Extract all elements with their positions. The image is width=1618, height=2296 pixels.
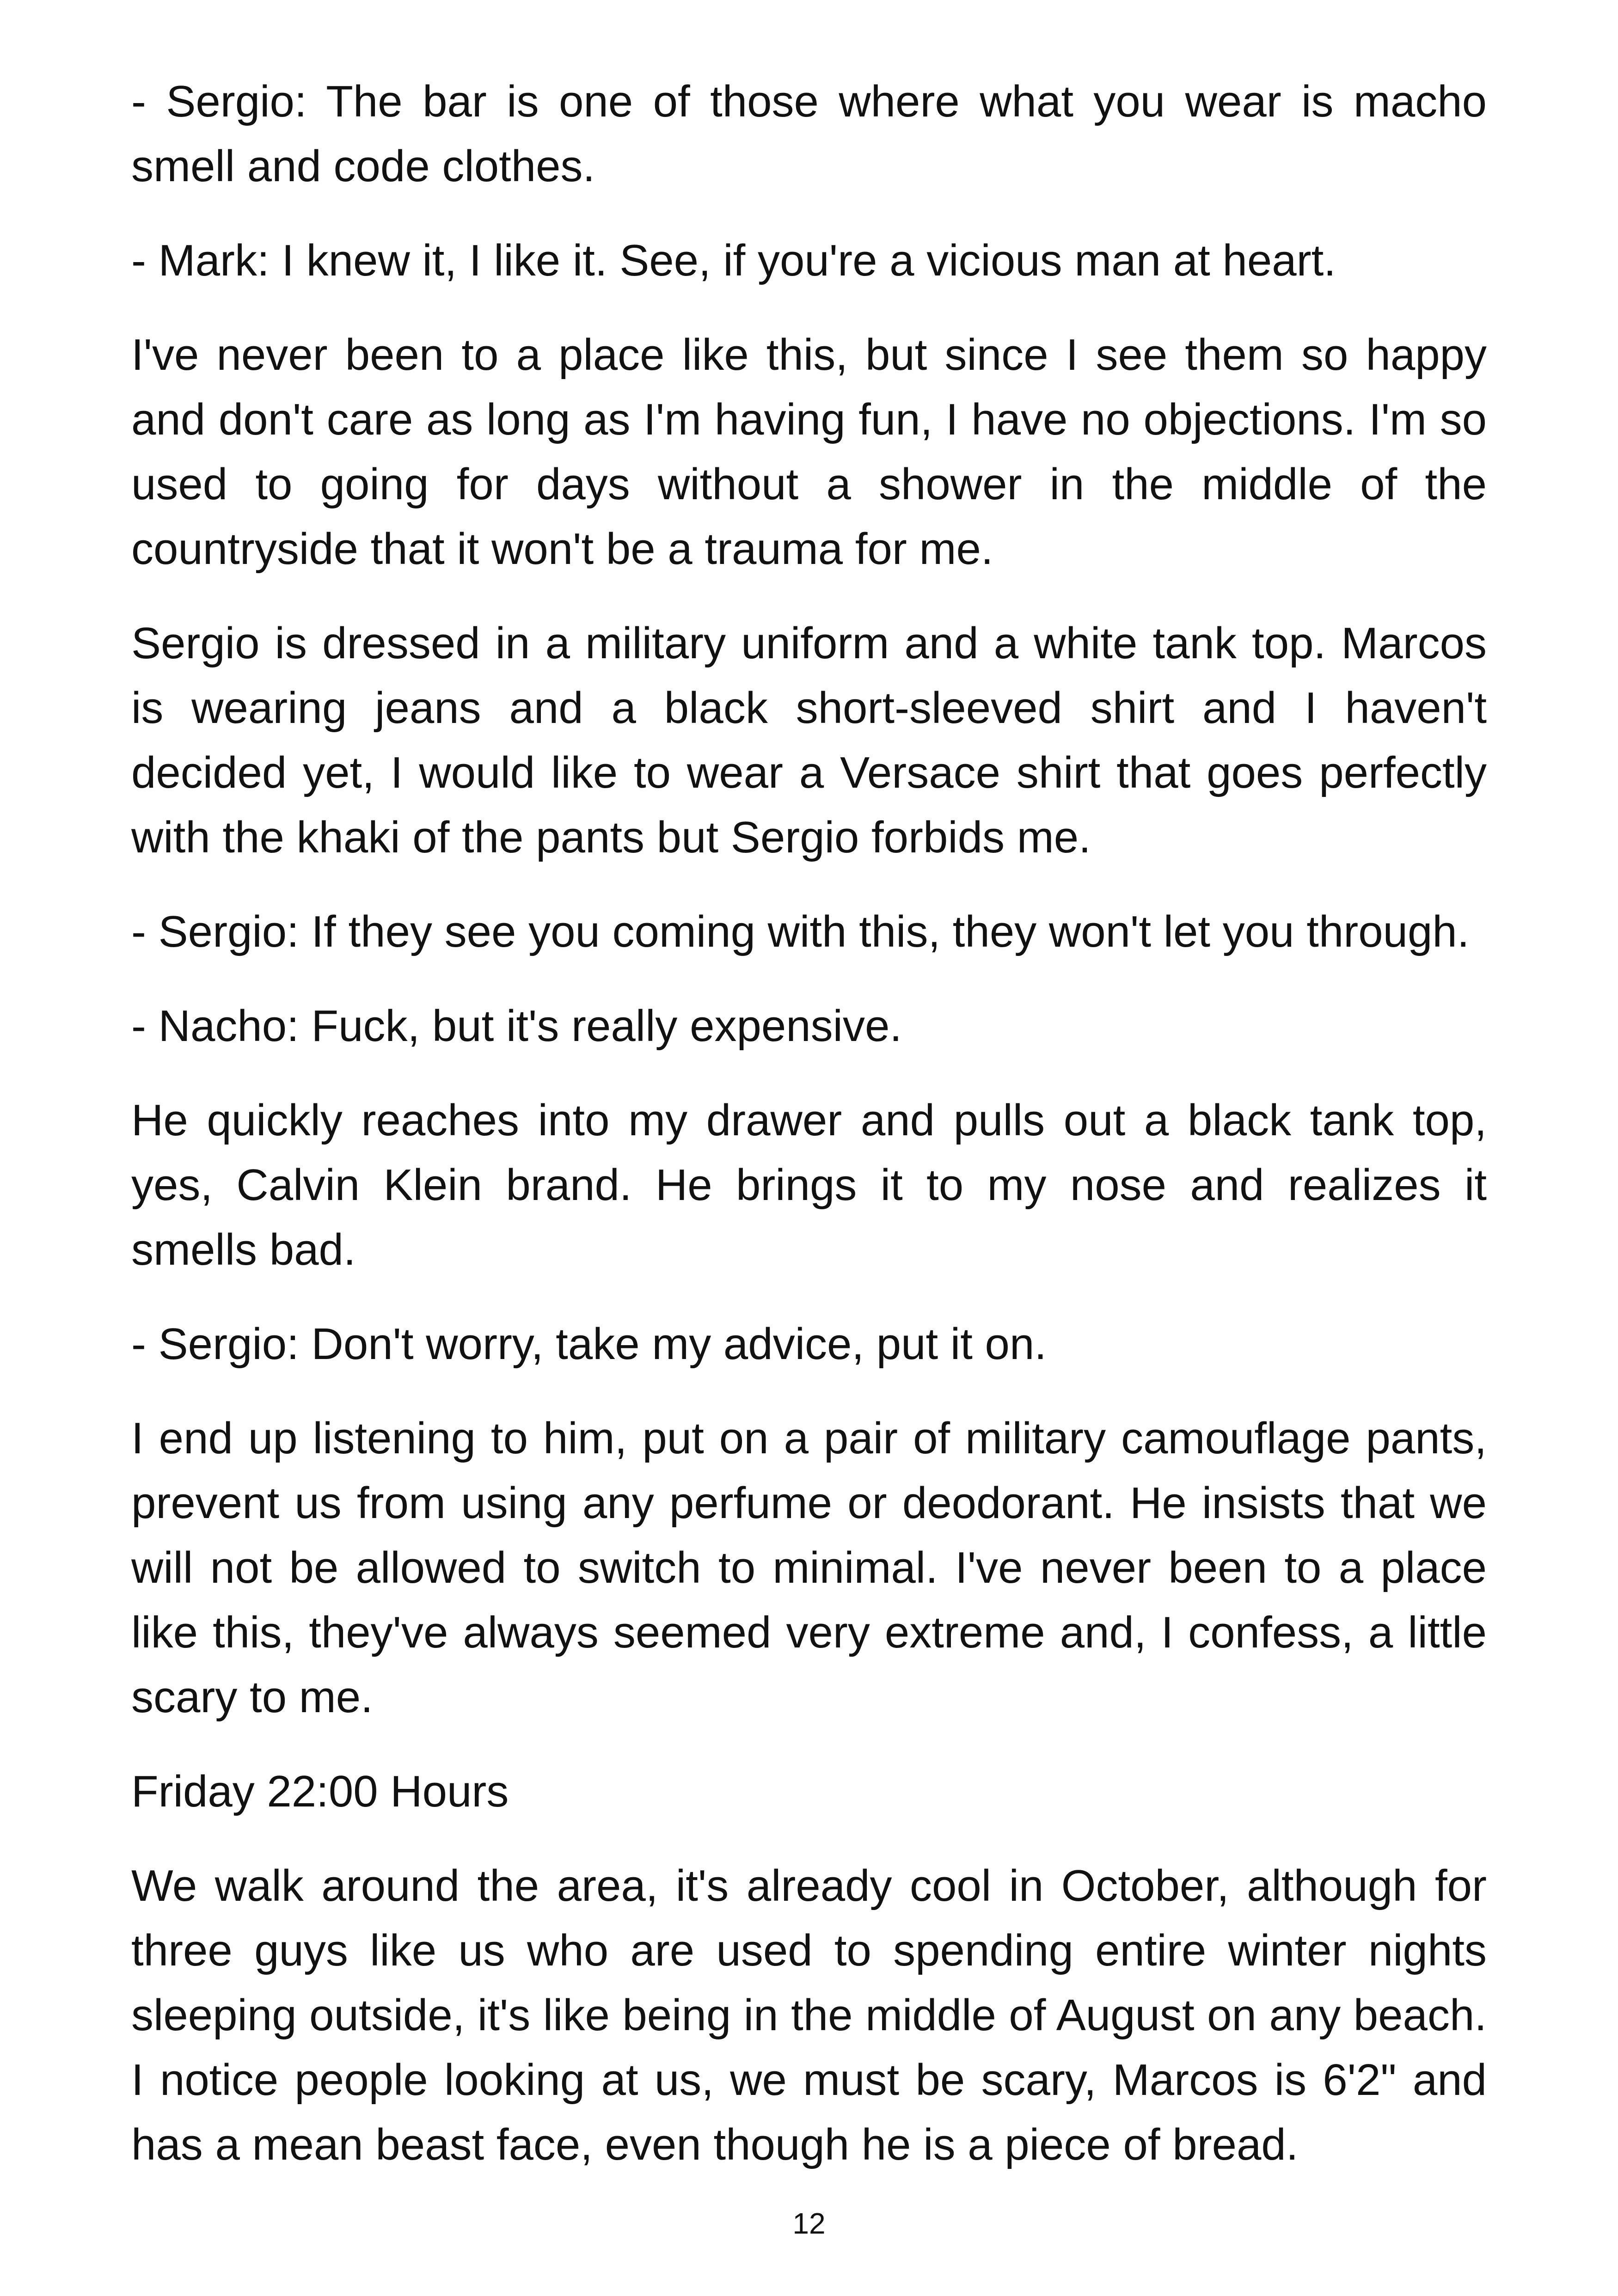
paragraph-camouflage-pants: I end up listening to him, put on a pair of military camouflage pants, prevent us from using any perfume or deodorant. He insists that we will not be allowed to switch to minimal. I've never been to a place like this, they've always seemed very extreme and, I confess, a little scary to me.: [131, 1414, 1487, 1722]
paragraph-walk-around: We walk around the area, it's already cool in October, although for three guys like us who are used to spending entire winter nights sleeping outside, it's like being in the middle of August on any beach. I notice people looking at us, we must be scary, Marcos is 6'2" and has a mean beast face, even though he is a piece of bread.: [131, 1861, 1487, 2169]
page-number: 12: [792, 2207, 826, 2240]
section-time-heading: Friday 22:00 Hours: [131, 1767, 509, 1816]
paragraph-sergio-warning: - Sergio: If they see you coming with this, they won't let you through.: [131, 907, 1470, 956]
paragraph-outfits: Sergio is dressed in a military uniform and a white tank top. Marcos is wearing jeans and a black short-sleeved shirt and I haven't decided yet, I would like to wear a Versace shirt that goes perfectly with the khaki of the pants but Sergio forbids me.: [131, 618, 1487, 862]
paragraph-never-been-place: I've never been to a place like this, but since I see them so happy and don't care as long as I'm having fun, I have no objections. I'm so used to going for days without a shower in the middle of the countryside that it won't be a trauma for me.: [131, 330, 1487, 574]
page-body: [131, 69, 1487, 2207]
paragraph-sergio-bar-dress-code: - Sergio: The bar is one of those where what you wear is macho smell and code clothes.: [131, 77, 1487, 191]
paragraph-nacho-reply: - Nacho: Fuck, but it's really expensive.: [131, 1001, 902, 1051]
paragraph-mark-reply: - Mark: I knew it, I like it. See, if you're a vicious man at heart.: [131, 236, 1336, 285]
paragraph-tank-top: He quickly reaches into my drawer and pulls out a black tank top, yes, Calvin Klein brand. He brings it to my nose and realizes it smells bad.: [131, 1096, 1487, 1274]
paragraph-sergio-advice: - Sergio: Don't worry, take my advice, put it on.: [131, 1319, 1047, 1369]
